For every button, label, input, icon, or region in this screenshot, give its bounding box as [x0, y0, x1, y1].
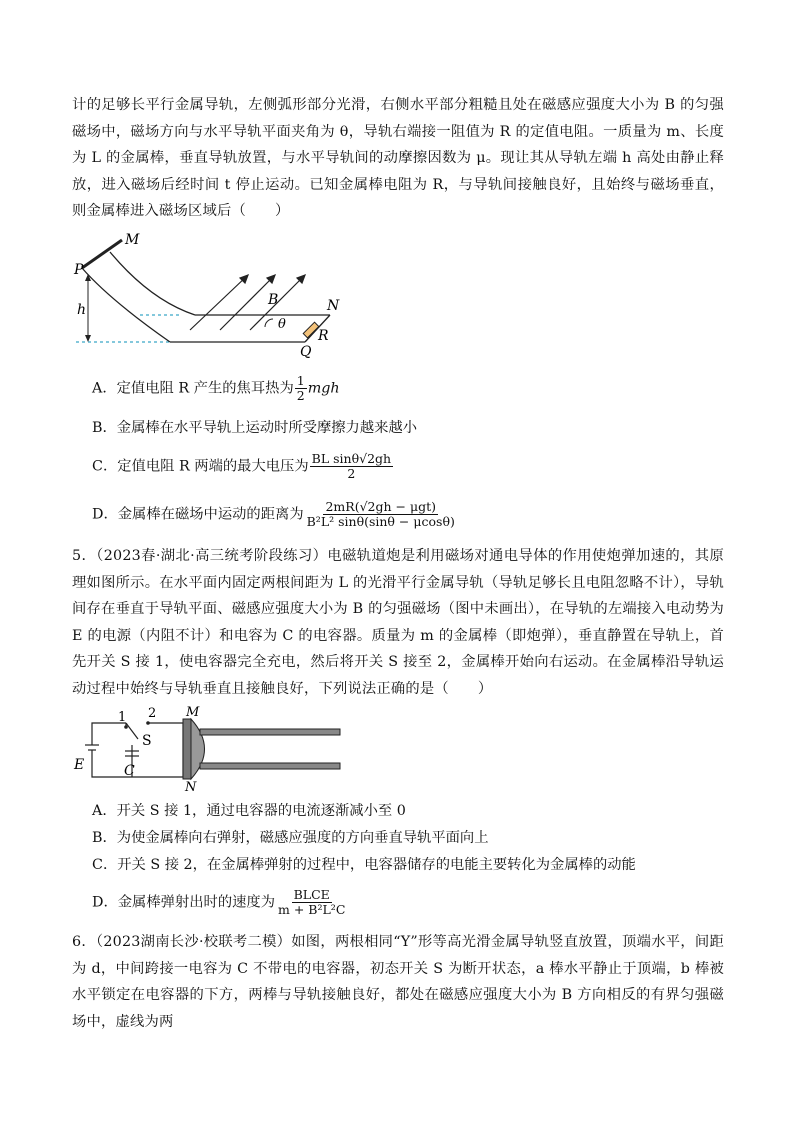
label-P: P: [74, 262, 84, 278]
label-B: B: [268, 292, 279, 308]
q4-stem: 计的足够长平行金属导轨，左侧弧形部分光滑，右侧水平部分粗糙且处在磁感应强度大小为 B 的匀强磁场中，磁场方向与水平导轨平面夹角为 θ，导轨右端接一阻值为 R 的定值电阻。一质量为 m、长度为 L 的金属棒，垂直导轨放置，与水平导轨间的动摩擦因数为 μ。现让其从导轨左端 h 高处由静止释放，进入磁场后经时间 t 停止运动。已知金属棒电阻为 R，与导轨间接触良好，且始终与磁场垂直，则金属棒进入磁场区域后（ ）: [72, 97, 724, 219]
projectile-head: [191, 719, 205, 779]
metal-rod: [82, 240, 122, 268]
label-M: M: [186, 705, 200, 720]
label-S: S: [142, 733, 152, 749]
q6-stem: 6．（2023湖南长沙·校联考二模）如图，两根相同“Y”形等高光滑金属导轨竖直放置，顶端水平，间距为 d，中间跨接一电容为 C 不带电的电容器，初态开关 S 为断开状态，a 棒水平静止于顶端，b 棒被水平锁定在电容器的下方，两棒与导轨接触良好，都处在磁感应强度大小为 B 方向相反的有界匀强磁场中，虚线为两: [72, 934, 724, 1030]
label-1: 1: [118, 710, 127, 725]
switch-contact-2: [146, 721, 150, 725]
label-E: E: [74, 757, 85, 773]
label-Q: Q: [300, 344, 312, 360]
label-theta: θ: [278, 317, 286, 332]
field-arrows: [190, 275, 305, 330]
label-M: M: [125, 232, 140, 248]
rail-top: [200, 729, 340, 735]
q5-figure: [68, 705, 343, 795]
theta-arc: [265, 319, 273, 327]
label-N: N: [327, 298, 340, 314]
q4-option-c[interactable]: C．定值电阻 R 两端的最大电压为 $\frac{\text{BL sinθ√2gh}}{2}$: [92, 451, 392, 481]
label-h: h: [77, 302, 87, 318]
curved-rail-front: [82, 268, 170, 342]
label-N: N: [185, 780, 197, 795]
q5-option-c[interactable]: C．开关 S 接 2，在金属棒弹射的过程中，电容器储存的电能主要转化为金属棒的动能: [92, 857, 636, 873]
label-C: C: [124, 763, 135, 779]
label-2: 2: [148, 706, 157, 721]
curved-rail-back: [110, 252, 195, 315]
rail-bottom: [200, 763, 340, 769]
q5-option-a[interactable]: A．开关 S 接 1，通过电容器的电流逐渐减小至 0: [92, 803, 406, 819]
q4-option-b[interactable]: B．金属棒在水平导轨上运动时所受摩擦力越来越小: [92, 420, 418, 436]
q5-option-b[interactable]: B．为使金属棒向右弹射，磁感应强度的方向垂直导轨平面向上: [92, 830, 489, 846]
q4-option-d[interactable]: D．金属棒在磁场中运动的距离为 $\frac{\text{2mR(√2gh − μgt)}}{\text{B²L² sinθ(sinθ − μcosθ)}}$: [92, 499, 455, 529]
label-R: R: [318, 328, 329, 344]
q4-option-a[interactable]: A．定值电阻 R 产生的焦耳热为 $\frac{1}{2}$ mgh: [92, 373, 340, 403]
q5-option-d[interactable]: D．金属棒弹射出时的速度为 $\frac{\text{BLCE}}{\text{m + B²L²C}}$: [92, 887, 346, 917]
q4-figure: [70, 230, 340, 365]
switch-contact-1: [124, 725, 128, 729]
q5-stem: 5．（2023春·湖北·高三统考阶段练习）电磁轨道炮是利用磁场对通电导体的作用使炮弹加速的，其原理如图所示。在水平面内固定两根间距为 L 的光滑平行金属导轨（导轨足够长且电阻忽略不计），导轨间存在垂直于导轨平面、磁感应强度大小为 B 的匀强磁场（图中未画出），在导轨的左端接入电动势为 E 的电源（内阻不计）和电容为 C 的电容器。质量为 m 的金属棒（即炮弹），垂直静置在导轨上，首先开关 S 接 1，使电容器完全充电，然后将开关 S 接至 2，金属棒开始向右运动。在金属棒沿导轨运动过程中始终与导轨垂直且接触良好，下列说法正确的是（ ）: [72, 548, 724, 697]
projectile-rod: [183, 719, 191, 779]
